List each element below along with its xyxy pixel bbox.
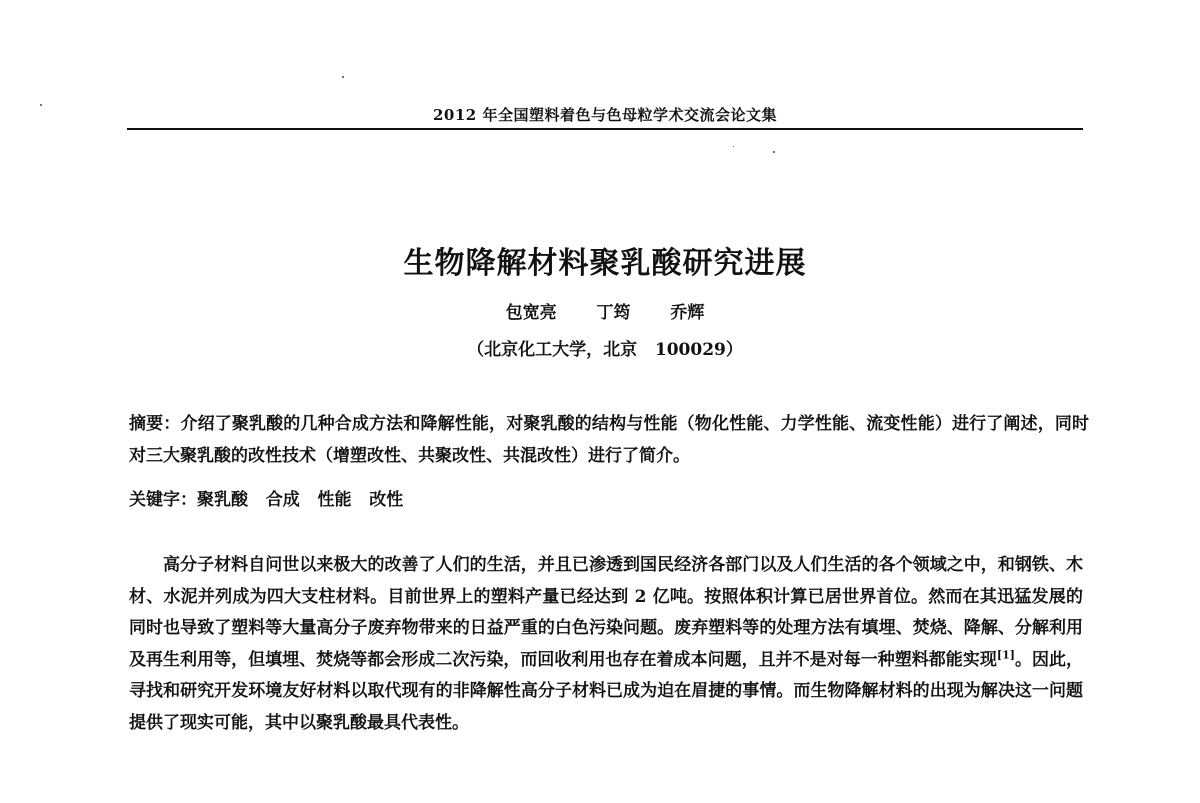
body-paragraph <box>129 550 1083 739</box>
paper-title: 生物降解材料聚乳酸研究进展 <box>403 246 807 281</box>
scan-speck <box>733 146 734 147</box>
author-list: 包宽亮 丁筠 乔辉 <box>505 303 705 323</box>
body-text-part-2: 。因此，寻找和研究开发环境友好材料以取代现有的非降解性高分子材料已成为迫在眉捷的事情。而生物降解材料的出现为解决这一问题提供了现实可能，其中以聚乳酸最具代表性。 <box>129 649 1084 733</box>
abstract-text: 介绍了聚乳酸的几种合成方法和降解性能，对聚乳酸的结构与性能（物化性能、力学性能、流变性能）进行了阐述，同时对三大聚乳酸的改性技术（增塑改性、共聚改性、共混改性）进行了简介。 <box>129 414 1089 466</box>
keywords-text: 聚乳酸 合成 性能 改性 <box>197 490 404 510</box>
citation-ref: [1] <box>996 647 1015 661</box>
abstract <box>129 408 1089 472</box>
scan-speck <box>773 151 775 153</box>
scan-speck <box>342 76 344 78</box>
running-header: 2012 年全国塑料着色与色母粒学术交流会论文集 <box>433 106 777 124</box>
keywords-label: 关键字： <box>129 490 197 510</box>
header-rule <box>127 128 1083 130</box>
keywords <box>129 484 1089 516</box>
body-text-part-1: 高分子材料自问世以来极大的改善了人们的生活，并且已渗透到国民经济各部门以及人们生活的各个领域之中，和钢铁、木材、水泥并列成为四大支柱材料。目前世界上的塑料产量已经达到 2 亿吨。按照体积计算已居世界首位。然而在其迅猛发展的同时也导致了塑料等大量高分子废弃物带来的日益严重的白色污染问题。废弃塑料等的处理方法有填埋、焚烧、降解、分解利用及再生利用等，但填埋、焚烧等都会形成二次污染，而回收利用也存在着成本问题，且并不是对每一种塑料都能实现 <box>129 555 1083 670</box>
abstract-label: 摘要： <box>129 414 181 434</box>
author-affiliation: （北京化工大学，北京 100029） <box>467 340 743 360</box>
